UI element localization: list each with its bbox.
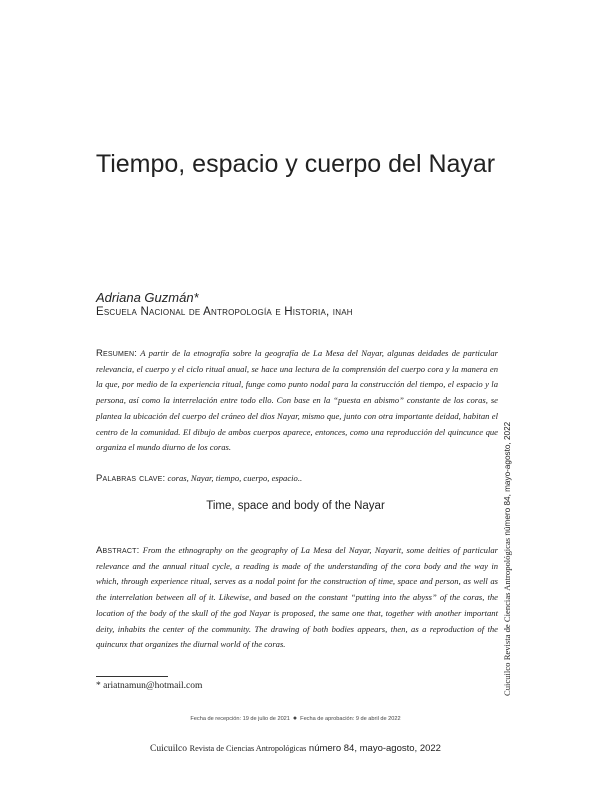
- abstract-paragraph: [96, 543, 498, 653]
- footnote-email: * ariatnamun@hotmail.com: [96, 681, 203, 691]
- author-name: Adriana Guzmán*: [96, 290, 199, 305]
- journal-name: Cuicuilco: [150, 744, 187, 754]
- english-title: Time, space and body of the Nayar: [206, 500, 385, 512]
- received-date: Fecha de recepción: 19 de julio de 2021: [190, 716, 290, 722]
- author-affiliation: Escuela Nacional de Antropología e Historia, inah: [96, 306, 353, 318]
- abstract-text: From the ethnography on the geography of La Mesa del Nayar, Nayarit, some deities of particular relevance and the annual ritual cycle, a reading is made of the understanding of the cora body and the way in which, through experience ritual, serves as a nodal point for the construction of time, space and person, as well as the interrelation between all of it. Likewise, and based on the constant “putting into the abyss” of the coras, the location of the body of the skull of the god Nayar is proposed, the same one that, together with another important deity, inhabits the center of the community. The drawing of both bodies appears, then, as a reproduction of the quincunx that organizes the diurnal world of the coras.: [96, 545, 498, 650]
- bullet-separator: ●: [292, 715, 298, 722]
- article-title: Tiempo, espacio y cuerpo del Nayar: [95, 150, 496, 178]
- keywords-label: Palabras clave:: [96, 473, 166, 484]
- dates-line: [0, 715, 591, 722]
- side-journal-name: Cuicuilco: [502, 662, 512, 696]
- journal-footer: [0, 743, 591, 754]
- resumen-paragraph: [96, 346, 498, 456]
- side-running-head: [500, 396, 514, 696]
- abstract-label: Abstract:: [96, 545, 140, 556]
- keywords-text: coras, Nayar, tiempo, cuerpo, espacio..: [167, 473, 303, 483]
- resumen-label: Resumen:: [96, 348, 138, 359]
- journal-issue: número 84, mayo-agosto, 2022: [308, 743, 441, 754]
- journal-subtitle: Revista de Ciencias Antropológicas: [189, 744, 307, 753]
- keywords-line: [96, 473, 498, 484]
- footnote-rule: [96, 676, 168, 677]
- approved-date: Fecha de aprobación: 9 de abril de 2022: [300, 716, 401, 722]
- resumen-text: A partir de la etnografía sobre la geografía de La Mesa del Nayar, algunas deidades de particular relevancia, el cuerpo y el ciclo ritual anual, se hace una lectura de la comprensión del cuerpo cora y la manera en la que, por medio de la experiencia ritual, funge como punto nodal para la construcción del tiempo, el espacio y la persona, así como la interrelación entre todo ello. Con base en la “puesta en abismo” constante de los coras, se plantea la ubicación del cuerpo del cráneo del dios Nayar, mismo que, junto con otra importante deidad, habitan el centro de la comunidad. El dibujo de ambos cuerpos aparece, entonces, como una reproducción del quincunce que organiza el mundo diurno de los coras.: [96, 348, 498, 453]
- side-journal-issue: número 84, mayo-agosto, 2022: [503, 421, 512, 536]
- side-journal-subtitle: Revista de Ciencias Antropológicas: [502, 537, 512, 661]
